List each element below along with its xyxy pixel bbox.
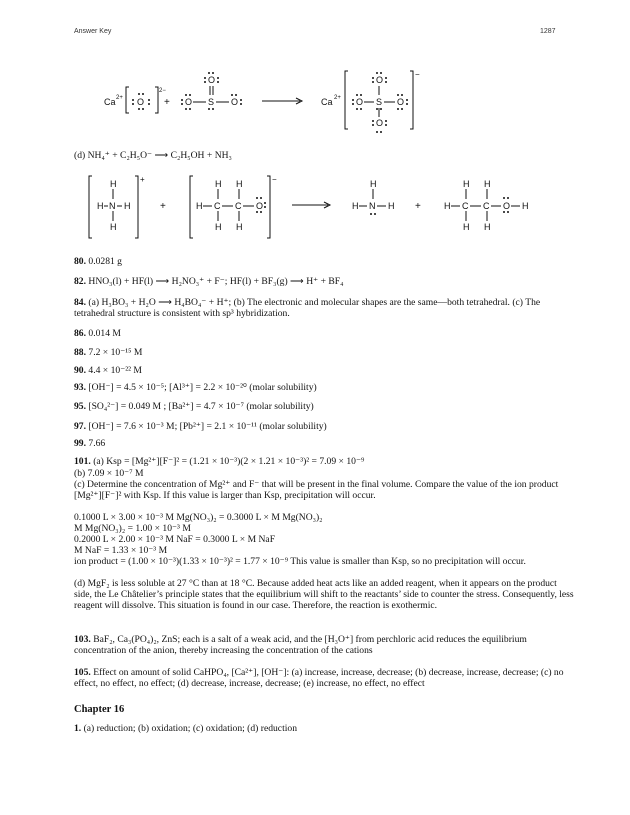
answer-text: (a) H₃BO₃ + H₂O ⟶ H₄BO₄⁻ + H⁺; (b) The electronic and molecular shapes are the same—both tetrahedral. (c) The tetrahedral structure is consistent with sp³ hybridization. [74,297,541,319]
answer-101-c-line5: ion product = (1.00 × 10⁻³)(1.33 × 10⁻³)² = 1.77 × 10⁻⁹ This value is smaller than Ksp, so no precipitation will occur. [74,556,526,567]
answer-text: (a) reduction; (b) oxidation; (c) oxidation; (d) reduction [81,723,297,734]
charge-label: 2+ [116,95,123,101]
answer-text: [SO₄²⁻] = 0.049 M ; [Ba²⁺] = 4.7 × 10⁻⁷ (molar solubility) [86,401,314,412]
answer-101-c-line3: 0.2000 L × 2.00 × 10⁻³ M NaF = 0.3000 L × M NaF [74,534,276,545]
atom-label: O [397,97,405,107]
atom-label: S [376,97,383,107]
answer-99 [74,438,574,449]
answer-number: 88. [74,347,86,358]
atom-label: O [356,97,364,107]
answer-101-c-line2: M Mg(NO₃)₂ = 1.00 × 10⁻³ M [74,523,191,534]
ethanol-lewis [444,179,529,232]
answer-text: 0.0281 g [86,256,122,267]
answer-101-b: (b) 7.09 × 10⁻⁷ M [74,468,144,479]
plus-sign: + [164,97,170,108]
charge-label: − [272,175,277,184]
answer-text: 4.4 × 10⁻²² M [86,365,142,376]
answer-number: 105. [74,667,91,678]
atom-label: C [235,201,242,211]
atom-label: H [370,179,377,189]
answer-105 [74,667,574,689]
answer-text: BaF₂, Ca₃(PO₄)₂, ZnS; each is a salt of a weak acid, and the [H₃O⁺] from perchloric acid reduces the equilibrium concentration of the anion, thereby increasing the concentration of the cations [74,634,527,656]
atom-label: H [463,179,470,189]
atom-label: O [376,75,384,85]
answer-90 [74,365,574,376]
answer-101-c-line4: M NaF = 1.33 × 10⁻³ M [74,545,168,556]
atom-label: H [388,201,395,211]
answer-101-c: (c) Determine the concentration of Mg²⁺ and F⁻ that will be present in the final volume. Compare the value of the ion product [Mg²⁺][F⁻]² with Ksp. If this value is larger than Ksp, precipitation will occur. [74,479,559,501]
answer-number: 90. [74,365,86,376]
atom-label: C [483,201,490,211]
ammonia-lewis [352,179,395,215]
reaction-arrow [262,98,302,104]
equation-d: (d) NH₄⁺ + C₂H₅O⁻ ⟶ C₂H₅OH + NH₃ [74,150,232,161]
atom-label: H [215,222,222,232]
answer-88 [74,347,574,358]
atom-label: Ca [104,97,116,107]
answer-82 [74,276,574,287]
answer-number: 86. [74,328,86,339]
atom-label: H [352,201,359,211]
atom-label: O [185,97,193,107]
atom-label: N [369,201,376,211]
answer-number: 93. [74,382,86,393]
calcium-oxide-lewis [104,87,166,113]
answer-101-c-line1: 0.1000 L × 3.00 × 10⁻³ M Mg(NO₃)₂ = 0.3000 L × M Mg(NO₃)₂ [74,512,323,523]
answer-97 [74,421,574,432]
answer-84 [74,297,574,319]
plus-sign: + [415,201,421,212]
charge-label: − [415,70,420,79]
answer-text: (a) Ksp = [Mg²⁺][F⁻]² = (1.21 × 10⁻³)(2 × 1.21 × 10⁻³)² = 7.09 × 10⁻⁹ [90,456,365,467]
lewis-structure-row-top [0,60,630,140]
ethoxide-lewis [190,175,277,238]
answer-number: 80. [74,256,86,267]
atom-label: O [376,118,384,128]
answer-text: [OH⁻] = 7.6 × 10⁻³ M; [Pb²⁺] = 2.1 × 10⁻¹¹ (molar solubility) [86,421,327,432]
atom-label: O [231,97,239,107]
answer-number: 84. [74,297,86,308]
atom-label: O [208,75,216,85]
answer-text: Effect on amount of solid CaHPO₄, [Ca²⁺], [OH⁻]: (a) increase, increase, decrease; (b) decrease, increase, decrease; (c) no effect, no effect, no effect; (d) decrease, increase, decrease; (e) increase, no effect, no effect [74,667,564,689]
lower-oxygen [372,108,387,133]
answer-103 [74,634,574,656]
answer-number: 1. [74,723,82,734]
page-number: 1287 [540,28,556,35]
answer-86 [74,328,574,339]
answer-text: 7.2 × 10⁻¹⁵ M [86,347,143,358]
ammonium-lewis [89,175,145,238]
atom-label: H [196,201,203,211]
atom-label: H [124,201,131,211]
atom-label: H [463,222,470,232]
atom-label: C [214,201,221,211]
answer-text: [OH⁻] = 4.5 × 10⁻⁵; [Al³⁺] = 2.2 × 10⁻²⁰ (molar solubility) [86,382,317,393]
lewis-structure-row-bottom [0,168,630,246]
atom-label: H [484,179,491,189]
charge-label: 2+ [334,95,341,101]
sulfur-dioxide-lewis [181,72,242,110]
atom-label: N [109,201,116,211]
charge-label: + [140,175,145,184]
atom-label: H [110,222,117,232]
answer-95 [74,401,574,412]
answer-number: 101. [74,456,91,467]
answer-number: 99. [74,438,86,449]
atom-label: H [110,179,117,189]
atom-label: H [522,201,529,211]
plus-sign: + [160,201,166,212]
answer-number: 103. [74,634,91,645]
atom-label: O [256,201,264,211]
calcium-sulfite-lewis [321,70,420,133]
atom-label: H [236,222,243,232]
atom-label: C [462,201,469,211]
answer-text: HNO₃(l) + HF(l) ⟶ H₂NO₃⁺ + F⁻; HF(l) + BF₃(g) ⟶ H⁺ + BF₄ [86,276,344,287]
answer-number: 95. [74,401,86,412]
answer-80 [74,256,574,267]
answer-93 [74,382,574,393]
atom-label: H [484,222,491,232]
atom-label: O [137,97,145,107]
atom-label: H [97,201,104,211]
answer-text: 7.66 [86,438,106,449]
chapter16-answer-1 [74,723,574,734]
atom-label: H [444,201,451,211]
chapter-heading: Chapter 16 [74,704,125,715]
answer-number: 97. [74,421,86,432]
answer-101-a [74,456,574,467]
running-header: Answer Key [74,28,112,35]
atom-label: Ca [321,97,333,107]
answer-number: 82. [74,276,86,287]
atom-label: S [208,97,215,107]
atom-label: H [236,179,243,189]
answer-101-d: (d) MgF₂ is less soluble at 27 °C than at 18 °C. Because added heat acts like an added reagent, when it appears on the product side, the Le Châtelier’s principle states that the equilibrium will shift to the reactants’ side to counter the stress. Consequently, less reagent will dissolve. This situation is found in our case. Therefore, the reaction is exothermic. [74,578,574,611]
atom-label: O [503,201,511,211]
charge-label: 2− [159,88,166,94]
reaction-arrow [292,202,330,208]
answer-text: 0.014 M [86,328,121,339]
atom-label: H [215,179,222,189]
